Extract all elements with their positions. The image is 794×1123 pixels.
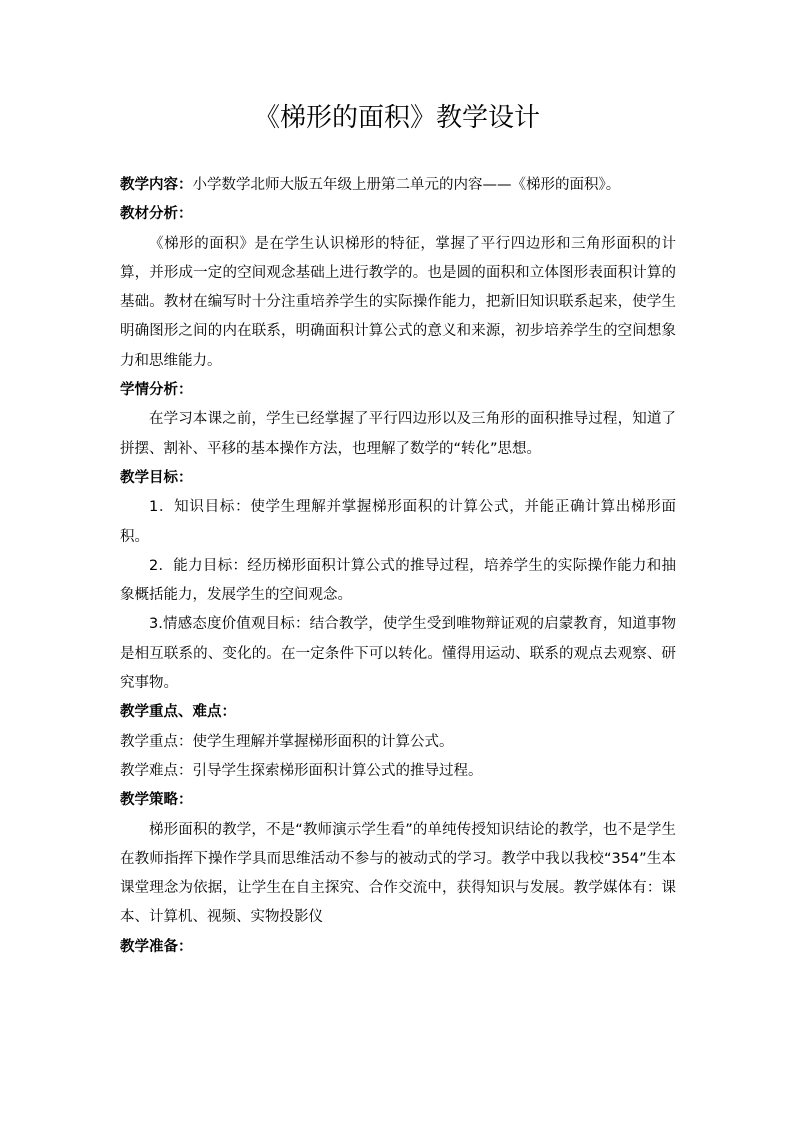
goal-item-emotion: 3.情感态度价值观目标：结合教学，使学生受到唯物辩证观的启蒙教育，知道事物是相互联系的、变化的。在一定条件下可以转化。懂得用运动、联系的观点去观察、研究事物。 (120, 616, 676, 692)
document-title: 《梯形的面积》教学设计 (253, 103, 540, 133)
content-line (120, 171, 676, 200)
students-heading: 学情分析： (120, 382, 193, 399)
preparation-heading: 教学准备： (120, 938, 193, 955)
content-label: 教学内容： (120, 177, 193, 193)
goal-item-ability: 2．能力目标：经历梯形面积计算公式的推导过程，培养学生的实际操作能力和抽象概括能力，发展学生的空间观念。 (120, 557, 676, 604)
material-paragraph: 《梯形的面积》是在学生认识梯形的特征，掌握了平行四边形和三角形面积的计算，并形成一定的空间观念基础上进行教学的。也是圆的面积和立体图形表面积计算的基础。教材在编写时十分注重培养学生的实际操作能力，把新旧知识联系起来，使学生明确图形之间的内在联系，明确面积计算公式的意义和来源，初步培养学生的空间想象力和思维能力。 (120, 235, 676, 369)
document-body (120, 171, 676, 962)
strategy-paragraph: 梯形面积的教学，不是“教师演示学生看”的单纯传授知识结论的教学，也不是学生在教师指挥下操作学具而思维活动不参与的被动式的学习。教学中我以我校“354”生本课堂理念为依据，让学生在自主探究、合作交流中，获得知识与发展。教学媒体有：课本、计算机、视频、实物投影仪 (120, 821, 676, 926)
content-text: 小学数学北师大版五年级上册第二单元的内容——《梯形的面积》。 (192, 177, 621, 193)
strategy-heading: 教学策略： (120, 792, 193, 809)
goal-item-knowledge: 1．知识目标：使学生理解并掌握梯形面积的计算公式，并能正确计算出梯形面积。 (120, 499, 676, 545)
key-points-heading: 教学重点、难点： (120, 704, 236, 721)
key-point-difficulty: 教学难点：引导学生探索梯形面积计算公式的推导过程。 (120, 762, 483, 779)
goals-heading: 教学目标： (120, 469, 193, 486)
students-paragraph: 在学习本课之前，学生已经掌握了平行四边形以及三角形的面积推导过程，知道了拼摆、割补、平移的基本操作方法，也理解了数学的“转化”思想。 (120, 411, 676, 457)
key-point-focus: 教学重点：使学生理解并掌握梯形面积的计算公式。 (120, 733, 454, 750)
material-heading: 教材分析： (120, 206, 193, 223)
